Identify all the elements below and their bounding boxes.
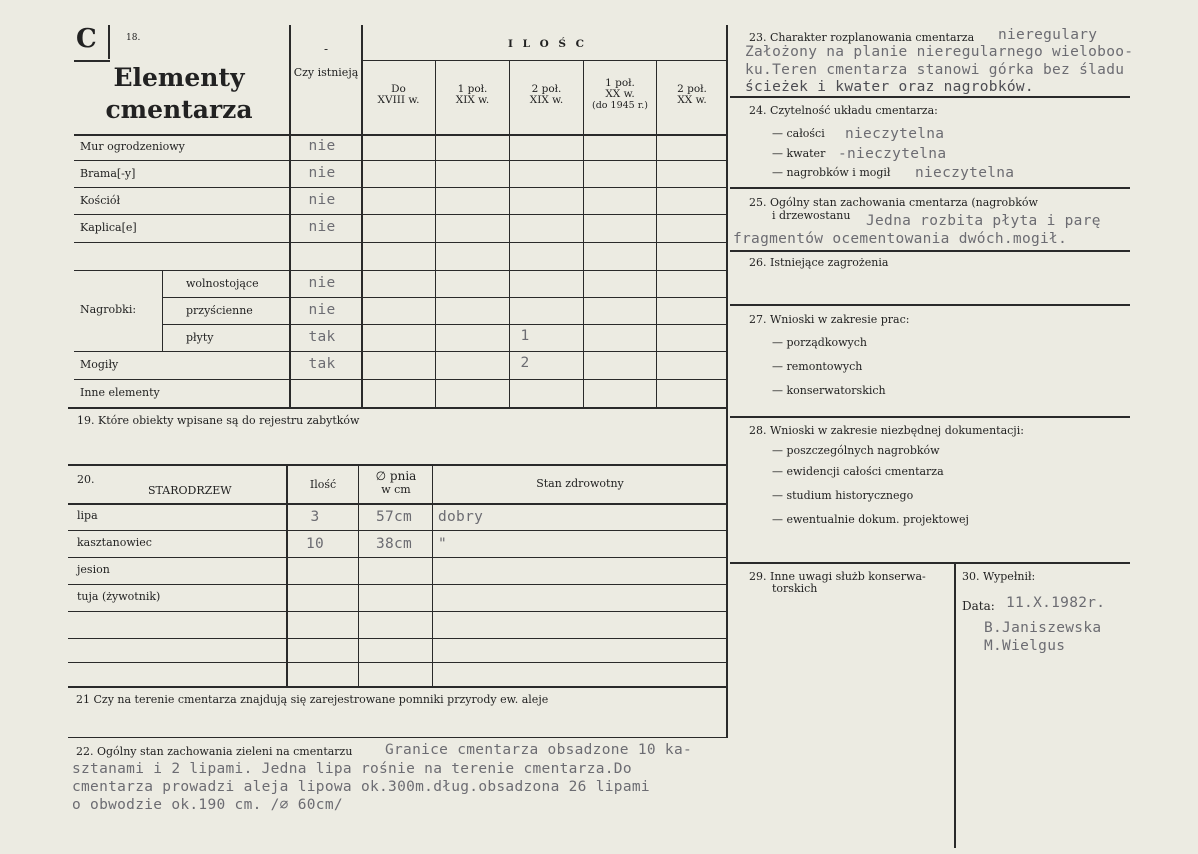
tree-count: 10 — [305, 535, 325, 552]
q28-label: 28. Wnioski w zakresie niezbędnej dokumentacji: — [749, 424, 1024, 437]
period-header: Do XVIII w. — [377, 83, 420, 106]
element-exists-value: nie — [308, 274, 336, 291]
element-row-label: Mur ogrodzeniowy — [80, 140, 185, 153]
q30-date-label: Data: — [962, 599, 995, 613]
tree-name: kasztanowiec — [77, 535, 152, 549]
q23-label: 23. Charakter rozplanowania cmentarza — [749, 31, 975, 44]
q24-item-value: nieczytelna — [915, 165, 1015, 181]
q30-label: 30. Wypełnił: — [962, 570, 1036, 583]
element-row-label: przyścienne — [186, 303, 253, 317]
quantity-header: I L O Ś C — [508, 38, 588, 50]
q29-label-1: 29. Inne uwagi służb konserwa- — [749, 570, 926, 583]
q28-item: — ewentualnie dokum. projektowej — [772, 513, 969, 526]
period-header: 1 poł. XX w. (do 1945 r.) — [592, 77, 648, 111]
period-header: 2 poł. XIX w. — [529, 83, 564, 106]
element-exists-value: nie — [308, 219, 336, 235]
element-row-label: Inne elementy — [80, 386, 160, 399]
q24-item-label: — całości — [772, 127, 825, 140]
element-row-label: płyty — [186, 330, 214, 344]
element-exists-value: nie — [308, 301, 336, 318]
q22-answer-2: sztanami i 2 lipami. Jedna lipa rośnie na terenie cmentarza.Do — [72, 761, 632, 777]
tree-diameter: 38cm — [375, 535, 413, 552]
q22-answer-4: o obwodzie ok.190 cm. /∅ 60cm/ — [72, 797, 343, 813]
q27-label: 27. Wnioski w zakresie prac: — [749, 313, 910, 326]
tree-health: dobry — [438, 508, 484, 525]
element-exists-value: nie — [308, 191, 336, 208]
tree-name: jesion — [77, 562, 110, 576]
q27-item: — remontowych — [772, 360, 863, 373]
exists-column-header: Czy istnieją — [293, 66, 359, 79]
q28-item: — poszczególnych nagrobków — [772, 444, 940, 457]
element-exists-value: nie — [308, 138, 336, 154]
element-row-label: Kościół — [80, 193, 121, 207]
q24-item-label: — kwater — [772, 147, 826, 160]
q28-item: — studium historycznego — [772, 489, 914, 502]
trees-title: STARODRZEW — [148, 484, 232, 497]
q24-item-label: — nagrobków i mogił — [772, 166, 891, 179]
element-exists-value: nie — [308, 164, 336, 181]
graves-label: Nagrobki: — [80, 303, 137, 316]
q23-answer-3: ku.Teren cmentarza stanowi górka bez śladu — [745, 62, 1125, 78]
element-row-label: Mogiły — [80, 358, 119, 371]
section-letter: C — [76, 24, 97, 54]
q22-label: 22. Ogólny stan zachowania zieleni na cmentarzu — [76, 745, 353, 758]
tree-diameter: 57cm — [375, 508, 413, 525]
q30-date-value: 11.X.1982r. — [1006, 595, 1106, 611]
q24-item-value: -nieczytelna — [838, 146, 947, 162]
q25-answer-2: fragmentów ocementowania dwóch.mogił. — [733, 231, 1068, 247]
q21-label: 21 Czy na terenie cmentarza znajdują się zarejestrowane pomniki przyrody ew. aleje — [76, 693, 549, 706]
trees-num: 20. — [77, 473, 95, 486]
q25-label-1: 25. Ogólny stan zachowania cmentarza (nagrobków — [749, 196, 1038, 209]
q23-answer-inline: nieregulary — [998, 27, 1098, 43]
q19-label: 19. Które obiekty wpisane są do rejestru zabytków — [77, 414, 360, 427]
q27-item: — konserwatorskich — [772, 384, 886, 397]
q25-answer-inline: Jedna rozbita płyta i parę — [866, 213, 1101, 229]
tree-name: tuja (żywotnik) — [77, 589, 161, 603]
period-header: 2 poł. XX w. — [677, 83, 707, 106]
q30-person-1: B.Janiszewska — [984, 620, 1102, 636]
q28-item: — ewidencji całości cmentarza — [772, 465, 944, 478]
q23-answer-2: Założony na planie nieregularnego wieloboo- — [745, 44, 1134, 60]
q24-item-value: nieczytelna — [845, 126, 945, 142]
element-exists-value: tak — [308, 328, 336, 345]
element-count-value: 2 — [520, 355, 530, 371]
trees-health-header: Stan zdrowotny — [536, 477, 624, 490]
q29-label-2: torskich — [772, 582, 818, 595]
page-title: Elementy cmentarza — [105, 63, 253, 124]
section-number: 18. — [126, 33, 141, 43]
period-header: 1 poł. XIX w. — [455, 83, 490, 106]
trees-diam-header: ∅ pnia w cm — [375, 469, 417, 496]
tree-name: lipa — [77, 508, 98, 522]
q25-label-2: i drzewostanu — [772, 209, 851, 222]
q30-person-2: M.Wielgus — [984, 638, 1066, 654]
q24-label: 24. Czytelność układu cmentarza: — [749, 104, 938, 117]
element-row-label: wolnostojące — [186, 276, 259, 290]
element-exists-value: tak — [308, 356, 336, 372]
q23-answer-4: ścieżek i kwater oraz nagrobków. — [745, 79, 1034, 95]
element-row-label: Brama[-y] — [80, 166, 136, 180]
element-count-value: 1 — [520, 327, 530, 344]
q27-item: — porządkowych — [772, 336, 867, 349]
tree-health: " — [438, 535, 448, 552]
q22-answer-3: cmentarza prowadzi aleja lipowa ok.300m.dług.obsadzona 26 lipami — [72, 779, 650, 795]
trees-count-header: Ilość — [309, 478, 337, 491]
q26-label: 26. Istniejące zagrożenia — [749, 256, 889, 269]
tree-count: 3 — [310, 508, 320, 525]
q22-answer-1: Granice cmentarza obsadzone 10 ka- — [385, 742, 693, 758]
element-row-label: Kaplica[e] — [80, 221, 137, 234]
